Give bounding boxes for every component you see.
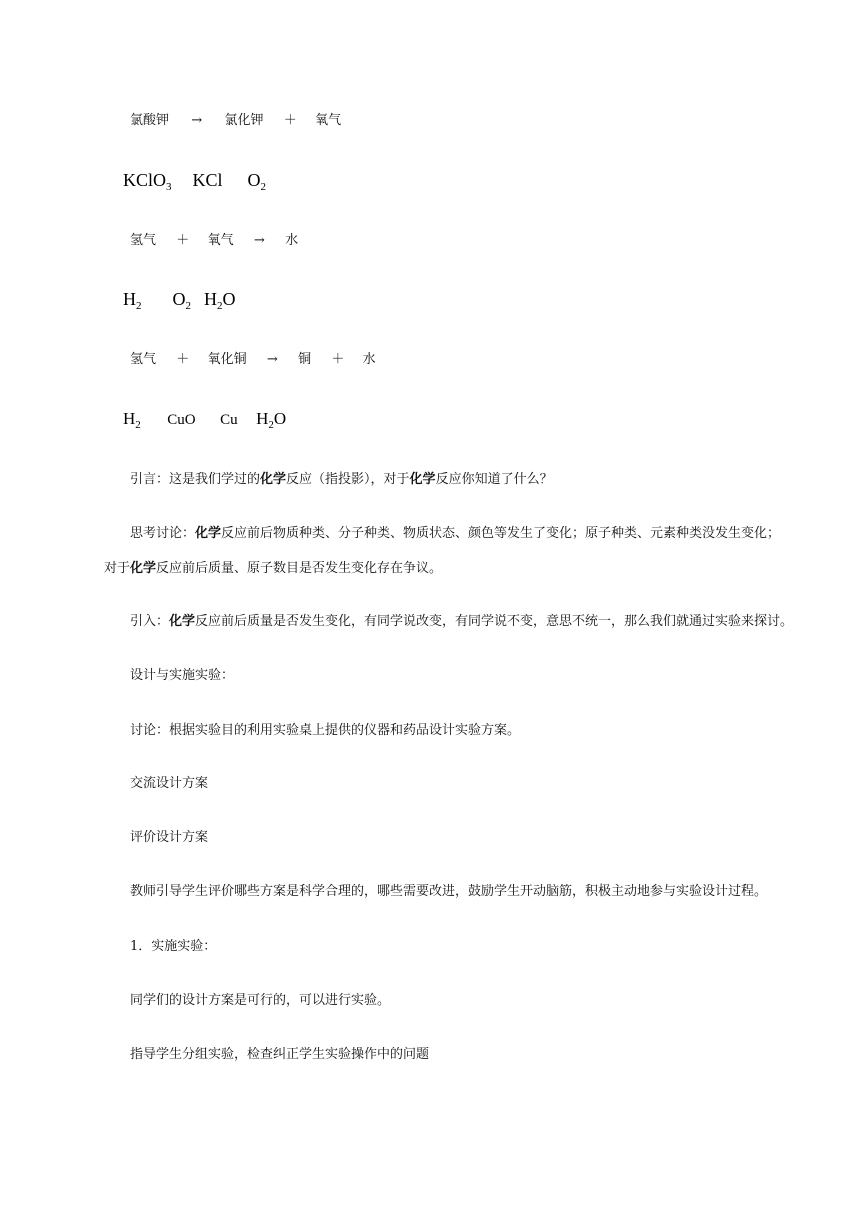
exchange-design: 交流设计方案	[130, 776, 209, 791]
plus-sign: ＋	[176, 233, 190, 248]
reaction-3-formulas	[123, 409, 286, 430]
formula-cu: Cu	[220, 412, 238, 428]
reactant-name: 氧气	[207, 233, 234, 248]
arrow: →	[266, 352, 278, 367]
product-name: 氯化钾	[224, 113, 264, 128]
formula-h2: $H_2$	[123, 409, 141, 431]
formula-cuo: CuO	[167, 412, 196, 428]
formula-h2: $H_2$	[123, 289, 142, 312]
plus-sign: ＋	[331, 352, 345, 367]
intro-paragraph: 引言：这是我们学过的化学反应（指投影），对于化学反应你知道了什么？	[130, 472, 553, 487]
reaction-2-words	[130, 233, 298, 249]
keyword-chemistry: 化学	[169, 614, 196, 629]
reactant-name: 氢气	[130, 233, 157, 248]
reaction-2-formulas	[123, 289, 236, 312]
design-discussion: 讨论：根据实验目的利用实验桌上提供的仪器和药品设计实验方案。	[130, 723, 521, 738]
group-experiment-paragraph: 指导学生分组实验，检查纠正学生实验操作中的问题	[130, 1047, 430, 1062]
product-name: 铜	[298, 352, 312, 367]
reaction-1-words	[130, 113, 341, 129]
teacher-guide-paragraph: 教师引导学生评价哪些方案是科学合理的，哪些需要改进，鼓励学生开动脑筋，积极主动地参与实验设计过程。	[130, 884, 768, 899]
reactant-name: 氯酸钾	[130, 113, 170, 128]
implement-heading: 1．实施实验：	[130, 939, 217, 954]
formula-o2: $O_2$	[247, 170, 267, 193]
discussion-paragraph-line-2: 对于化学反应前后质量、原子数目是否发生变化存在争议。	[104, 561, 443, 576]
formula-h2o: $H_2O$	[256, 409, 287, 431]
reactant-name: 氧化铜	[207, 352, 247, 367]
product-name: 氧气	[315, 113, 342, 128]
formula-kclo3: KClO$_3$	[123, 170, 172, 193]
reaction-1-formulas	[123, 170, 267, 193]
arrow: →	[253, 233, 265, 248]
evaluate-design: 评价设计方案	[130, 830, 209, 845]
reaction-3-words	[130, 352, 376, 368]
product-name: 水	[362, 352, 376, 367]
keyword-chemistry: 化学	[260, 472, 287, 487]
plus-sign: ＋	[176, 352, 190, 367]
formula-h2o: $H_2O$	[204, 289, 236, 312]
product-name: 水	[285, 233, 299, 248]
discussion-paragraph-line-1: 思考讨论：化学反应前后物质种类、分子种类、物质状态、颜色等发生了变化；原子种类、元素种类没发生变化；	[130, 526, 781, 541]
keyword-chemistry: 化学	[409, 472, 436, 487]
lead-in-paragraph: 引入：化学反应前后质量是否发生变化，有同学说改变，有同学说不变，意思不统一，那么我们就通过实验来探讨。	[130, 614, 794, 629]
keyword-chemistry: 化学	[130, 561, 157, 576]
plus-sign: ＋	[283, 113, 297, 128]
feasible-paragraph: 同学们的设计方案是可行的，可以进行实验。	[130, 993, 391, 1008]
formula-kcl: KCl	[192, 170, 223, 190]
formula-o2: $O_2$	[172, 289, 191, 312]
reactant-name: 氢气	[130, 352, 157, 367]
arrow: →	[191, 113, 203, 128]
design-heading: 设计与实施实验：	[130, 668, 235, 683]
keyword-chemistry: 化学	[195, 526, 222, 541]
